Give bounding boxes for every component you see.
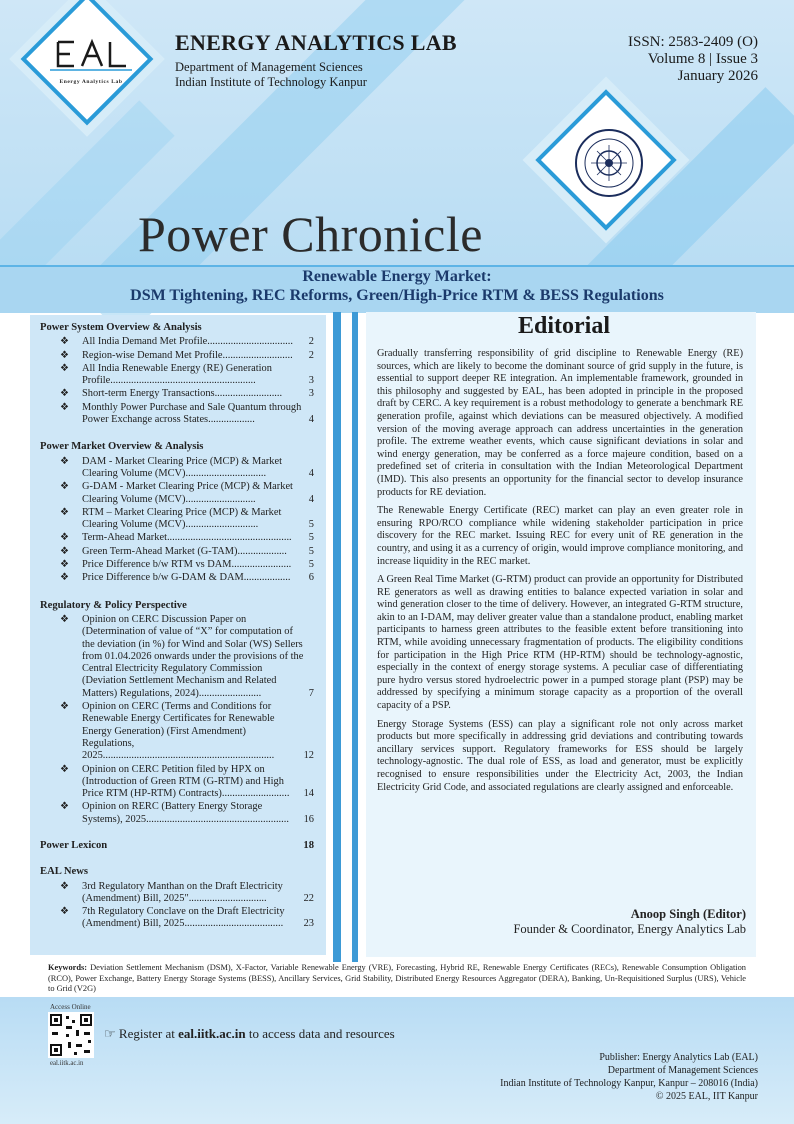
access-online-label: Access Online <box>50 1003 91 1011</box>
toc-item[interactable]: ❖ 4 Monthly Power Purchase and Sale Quantum through Power Exchange across States.................. <box>60 401 314 426</box>
editorial-paragraph: Gradually transferring responsibility of grid discipline to Renewable Energy (RE) sources, which are likely to become the dominant source of grid supply in the future, is essential to support deeper RE integration. An implementable framework, grounded in this philosophy and suggested by EAL, has been adopted in principle in the proposed draft by CERC. A key requirement is a robust methodology to generate a benchmark RE generation profile, against which deviations can be measured objectively. A modified version of the moving average approach can address uncertainties in the generation profile. The extreme weather events, which cause significant deviations in solar and wind energy generation, may be conferred as a force majeure condition, based on a predefined set of criteria in consultation with the Indian Meteorological Department (IMD). This also presents an opportunity for the financial sector to develop insurance products for RE deviation. <box>377 348 743 498</box>
bullet-icon: ❖ <box>60 349 69 361</box>
publisher-info <box>500 1051 758 1103</box>
volume-issue: Volume 8 | Issue 3 <box>647 51 758 67</box>
hand-pointer-icon: ☞ <box>104 1026 116 1041</box>
bullet-icon: ❖ <box>60 545 69 557</box>
iit-kanpur-seal <box>567 121 651 205</box>
toc-section-heading: Power System Overview & Analysis <box>40 322 202 333</box>
bullet-icon: ❖ <box>60 481 69 493</box>
issn: ISSN: 2583-2409 (O) <box>628 34 758 50</box>
qr-url: eal.iitk.ac.in <box>50 1060 84 1067</box>
bullet-icon: ❖ <box>60 559 69 571</box>
toc-section-heading: Power Market Overview & Analysis <box>40 441 204 453</box>
toc-item[interactable]: ❖ 3 Short-term Energy Transactions.......................... <box>60 388 314 400</box>
eal-logo-icon <box>36 36 146 76</box>
institute: Indian Institute of Technology Kanpur <box>175 75 367 89</box>
theme-line-1: Renewable Energy Market: <box>302 268 492 285</box>
toc-item[interactable]: ❖ 7 Opinion on CERC Discussion Paper on (Determination of value of “X” for computation of the deviation (in %) for Wind and Solar (WS) Sellers from 01.04.2026 onwards under the provisions of the Central Electricity Regulatory Commission (Deviation Settlement Mechanism and Related Matters) Regulations, 2024)........................ <box>60 613 314 699</box>
bullet-icon: ❖ <box>60 906 69 918</box>
toc-item[interactable]: ❖ 12 Opinion on CERC (Terms and Conditions for Renewable Energy Certificates for Renewable Energy Generation) (First Amendment) Regulations, 2025.................................................................. <box>60 701 314 762</box>
toc-lexicon[interactable]: Power Lexicon 18 <box>40 839 314 851</box>
toc-item[interactable]: ❖ 4 G-DAM - Market Clearing Price (MCP) & Market Clearing Volume (MCV)........................... <box>60 481 314 505</box>
editorial-paragraph: A Green Real Time Market (G-RTM) product can provide an opportunity for Distributed RE generators as well as drawing entities to balance expected variation in solar and wind generation closer to the time of delivery. However, an integrated G-RTM structure, akin to an I-DAM, may deliver greater value than a standalone product, enabling market participants to harness green attributes to the feasible extent before transitioning into RTM, while avoiding unnecessary fragmentation of products. The eligibility conditions for participation in the High Price RTM (HP-RTM) should be technology-agnostic, especially in the context of energy storage systems. A peculiar case of differentiating pure hydro versus stored hydroelectric power in a pumped storage plant (PSP) may be addressed by specifying a minimum storage capacity as a proportion of the overall capacity of a PSP. <box>377 574 743 712</box>
editorial-paragraph: Energy Storage Systems (ESS) can play a significant role not only across market products but more specifically in addressing grid deviations and contributing towards ancillary services support. Regulatory frameworks for ESS should be largely technology-agnostic. The dual role of ESS, as load and generator, must be explicitly recognised to ensure responsibilities under the Electricity Act, 2003, the Indian Electricity Grid Code, and associated regulations are clearly assigned and enforceable. <box>377 718 743 793</box>
editorial-edge <box>352 312 358 962</box>
bullet-icon: ❖ <box>60 763 69 775</box>
bullet-icon: ❖ <box>60 362 69 374</box>
toc-item[interactable]: ❖ 2 Region-wise Demand Met Profile........................... <box>60 349 314 361</box>
toc-item[interactable]: ❖ 5 Price Difference b/w RTM vs DAM....................... <box>60 559 314 571</box>
bullet-icon: ❖ <box>60 880 69 892</box>
bullet-icon: ❖ <box>60 388 69 400</box>
bullet-icon: ❖ <box>60 401 69 413</box>
bullet-icon: ❖ <box>60 801 69 813</box>
register-link[interactable]: eal.iitk.ac.in <box>178 1026 246 1041</box>
bullet-icon: ❖ <box>60 336 69 348</box>
toc-item[interactable]: ❖ 3 All India Renewable Energy (RE) Generation Profile........................................................ <box>60 362 314 387</box>
keywords <box>48 963 746 995</box>
eal-logo <box>36 36 146 86</box>
toc-item[interactable]: ❖ 14 Opinion on CERC Petition filed by HPX on (Introduction of Green RTM (G-RTM) and High Price RTM (HP-RTM) Contracts).......................... <box>60 763 314 800</box>
issue-date: January 2026 <box>677 68 758 84</box>
editor-name: Anoop Singh (Editor) <box>630 907 746 921</box>
toc-item[interactable]: ❖ 6 Price Difference b/w G-DAM & DAM.................. <box>60 572 314 584</box>
toc-item[interactable]: ❖ 5 RTM – Market Clearing Price (MCP) & Market Clearing Volume (MCV)............................ <box>60 506 314 531</box>
keywords-label: Keywords: <box>48 963 88 972</box>
issue-info <box>628 34 758 85</box>
table-of-contents <box>30 315 326 955</box>
toc-edge <box>333 312 341 962</box>
toc-item[interactable]: ❖ 4 DAM - Market Clearing Price (MCP) & Market Clearing Volume (MCV)............................... <box>60 455 314 479</box>
logo-text: Energy Analytics Lab <box>59 79 123 85</box>
toc-item[interactable]: ❖ 16 Opinion on RERC (Battery Energy Storage Systems), 2025....................................................... <box>60 801 314 825</box>
bullet-icon: ❖ <box>60 532 69 544</box>
toc-section-heading: EAL News <box>40 866 88 878</box>
keywords-text: Deviation Settlement Mechanism (DSM), X-Factor, Variable Renewable Energy (VRE), Forecasting, Hybrid RE, Renewable Energy Certificates (RECs), Renewable Consumption Obligation (RCO), Power Exchange, Battery Energy Storage Systems (BESS), Ancillary Services, Grid Stability, Distributed Energy Resources Aggregator (DERA), Banking, Un-Requisitioned Surplus (URS), Vehicle to Grid (V2G) <box>48 963 746 993</box>
editorial-paragraph: The Renewable Energy Certificate (REC) market can play an even greater role in ensuring RPO/RCO compliance while widening stakeholder participation in price discovery for the REC market. Issuing REC for every unit of RE generation in the country, and using it as a currency of origin, would improve compliance monitoring, and increase liquidity in the REC market. <box>377 505 743 567</box>
department: Department of Management Sciences <box>175 60 363 74</box>
toc-item[interactable]: ❖ 22 3rd Regulatory Manthan on the Draft Electricity (Amendment) Bill, 2025".............................. <box>60 880 314 904</box>
bullet-icon: ❖ <box>60 455 69 467</box>
editor-role: Founder & Coordinator, Energy Analytics Lab <box>513 922 746 936</box>
qr-code <box>48 1012 94 1058</box>
editor-signature <box>513 907 746 937</box>
bullet-icon: ❖ <box>60 506 69 518</box>
bullet-icon: ❖ <box>60 613 69 625</box>
qr-code-icon[interactable] <box>48 1012 94 1058</box>
copyright: © 2025 EAL, IIT Kanpur <box>655 1091 758 1102</box>
seal-icon <box>567 121 651 205</box>
toc-item[interactable]: ❖ 5 Term-Ahead Market................................................ <box>60 532 314 544</box>
newsletter-title: Power Chronicle <box>138 206 483 262</box>
bullet-icon: ❖ <box>60 572 69 584</box>
theme-line-2: DSM Tightening, REC Reforms, Green/High-Price RTM & BESS Regulations <box>130 287 664 304</box>
lab-name: ENERGY ANALYTICS LAB <box>175 30 457 55</box>
register-line: ☞ Register at eal.iitk.ac.in to access data and resources <box>104 1026 395 1041</box>
publisher: Publisher: Energy Analytics Lab (EAL) <box>599 1052 758 1063</box>
editorial-title: Editorial <box>517 313 610 339</box>
toc-item[interactable]: ❖ 2 All India Demand Met Profile................................. <box>60 336 314 348</box>
toc-item[interactable]: ❖ 5 Green Term-Ahead Market (G-TAM)................... <box>60 545 314 557</box>
publisher-dept: Department of Management Sciences <box>607 1065 758 1076</box>
bullet-icon: ❖ <box>60 701 69 713</box>
toc-item[interactable]: ❖ 23 7th Regulatory Conclave on the Draft Electricity (Amendment) Bill, 2025...................................... <box>60 906 314 930</box>
editorial-body <box>377 348 743 800</box>
toc-section-heading: Regulatory & Policy Perspective <box>40 599 187 611</box>
publisher-address: Indian Institute of Technology Kanpur, Kanpur – 208016 (India) <box>500 1078 758 1089</box>
